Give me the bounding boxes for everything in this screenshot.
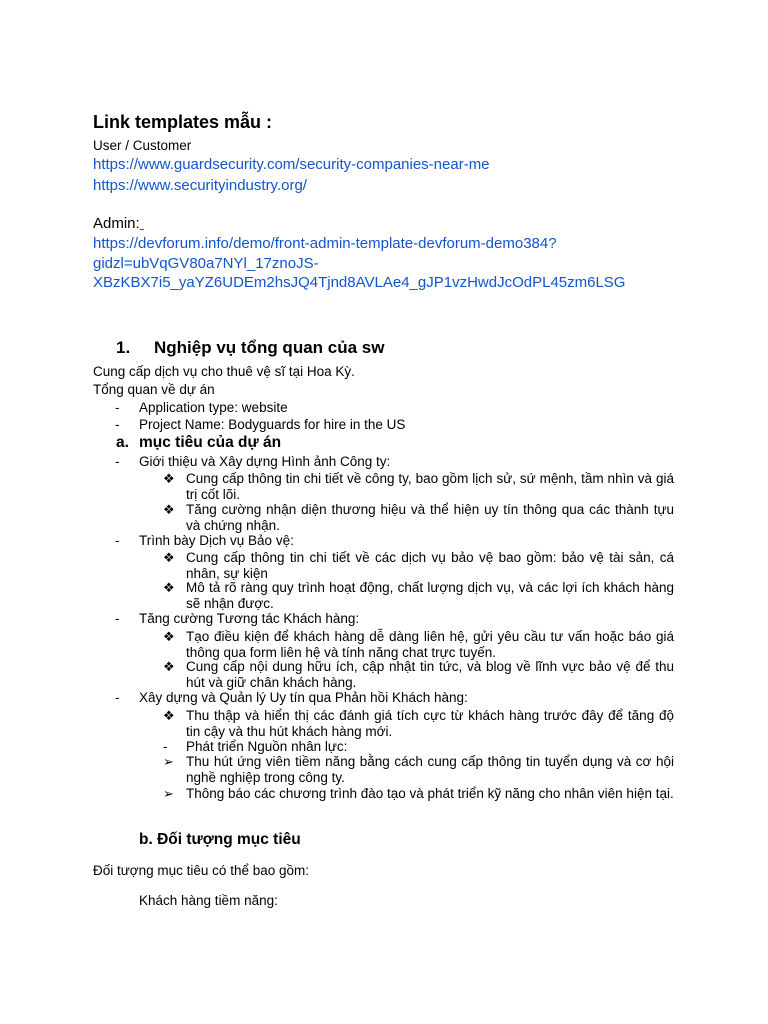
arrow-bullet-icon: ➢ xyxy=(163,754,174,769)
section-a-label: a. xyxy=(116,434,129,451)
section-b-intro: Đối tượng mục tiêu có thể bao gồm: xyxy=(93,863,309,878)
arrow-bullet-icon: ➢ xyxy=(163,786,174,801)
group-title: Tăng cường Tương tác Khách hàng: xyxy=(139,611,360,626)
group-item: Cung cấp thông tin chi tiết về các dịch vụ bảo vệ bao gồm: bảo vệ tài sản, cá nhân, sự kiện xyxy=(186,550,674,581)
group-title: Trình bày Dịch vụ Bảo vệ: xyxy=(139,533,294,548)
diamond-bullet-icon: ❖ xyxy=(163,659,175,674)
dash-bullet: - xyxy=(163,739,168,754)
overview-item: Project Name: Bodyguards for hire in the US xyxy=(139,417,406,432)
section-b-title: b. Đối tượng mục tiêu xyxy=(139,831,301,848)
dash-bullet: - xyxy=(115,690,120,705)
diamond-bullet-icon: ❖ xyxy=(163,580,175,595)
arrow-item: Thu hút ứng viên tiềm năng bằng cách cung cấp thông tin tuyển dụng và cơ hội nghề nghiệp trong công ty. xyxy=(186,754,674,785)
admin-link-line-1[interactable]: https://devforum.info/demo/front-admin-template-devforum-demo384? xyxy=(93,235,557,252)
group-item: Cung cấp thông tin chi tiết về công ty, bao gồm lịch sử, sứ mệnh, tầm nhìn và giá trị cốt lõi. xyxy=(186,471,674,502)
group-item: Tạo điều kiện để khách hàng dễ dàng liên hệ, gửi yêu cầu tư vấn hoặc báo giá thông qua form liên hệ và tính năng chat trực tuyến. xyxy=(186,629,674,660)
section-1-title: Nghiệp vụ tổng quan của sw xyxy=(154,338,385,357)
section-1-number: 1. xyxy=(116,338,131,357)
admin-label: Admin: xyxy=(93,215,140,232)
section-a-title: mục tiêu của dự án xyxy=(139,434,282,451)
section-1-intro: Cung cấp dịch vụ cho thuê vệ sĩ tại Hoa Kỳ. xyxy=(93,364,355,379)
dash-bullet: - xyxy=(115,400,120,415)
user-link-2[interactable]: https://www.securityindustry.org/ xyxy=(93,177,307,194)
user-label: User / Customer xyxy=(93,138,192,153)
dash-bullet: - xyxy=(115,454,120,469)
overview-label: Tổng quan về dự án xyxy=(93,382,215,397)
overview-item: Application type: website xyxy=(139,400,288,415)
group-subtitle: Phát triển Nguồn nhân lực: xyxy=(186,739,348,754)
group-item: Tăng cường nhận diện thương hiệu và thể hiện uy tín thông qua các thành tựu và chứng nhận. xyxy=(186,502,674,533)
admin-link-line-2[interactable]: gidzl=ubVqGV80a7NYl_17znoJS- xyxy=(93,255,319,272)
dash-bullet: - xyxy=(115,417,120,432)
dash-bullet: - xyxy=(115,611,120,626)
group-item: Cung cấp nội dung hữu ích, cập nhật tin tức, và blog về lĩnh vực bảo vệ để thu hút và giữ chân khách hàng. xyxy=(186,659,674,690)
admin-link-line-3[interactable]: XBzKBX7i5_yaYZ6UDEm2hsJQ4Tjnd8AVLAe4_gJP1vzHwdJcOdPL45zm6LSG xyxy=(93,274,626,291)
diamond-bullet-icon: ❖ xyxy=(163,550,175,565)
group-item: Mô tả rõ ràng quy trình hoạt động, chất lượng dịch vụ, và các lợi ích khách hàng sẽ nhận được. xyxy=(186,580,674,611)
user-link-1[interactable]: https://www.guardsecurity.com/security-companies-near-me xyxy=(93,156,490,173)
diamond-bullet-icon: ❖ xyxy=(163,708,175,723)
diamond-bullet-icon: ❖ xyxy=(163,629,175,644)
dash-bullet: - xyxy=(115,533,120,548)
group-item: Thu thập và hiển thị các đánh giá tích cực từ khách hàng trước đây để tăng độ tin cậy và thu hút khách hàng mới. xyxy=(186,708,674,739)
arrow-item: Thông báo các chương trình đào tạo và phát triển kỹ năng cho nhân viên hiện tại. xyxy=(186,786,674,801)
links-title: Link templates mẫu : xyxy=(93,112,273,132)
group-title: Xây dựng và Quản lý Uy tín qua Phản hồi Khách hàng: xyxy=(139,690,468,705)
potential-customers-label: Khách hàng tiềm năng: xyxy=(139,893,278,908)
diamond-bullet-icon: ❖ xyxy=(163,471,175,486)
group-title: Giới thiệu và Xây dựng Hình ảnh Công ty: xyxy=(139,454,391,469)
diamond-bullet-icon: ❖ xyxy=(163,502,175,517)
